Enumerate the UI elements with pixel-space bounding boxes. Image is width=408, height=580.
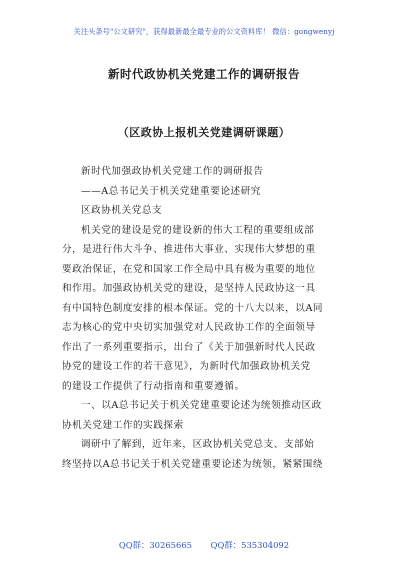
body-line: 的建设工作提供了行动指南和重要遵循。 bbox=[62, 380, 245, 392]
body-line: 志为核心的党中央切实加强党对人民政协工作的全面领导 bbox=[62, 322, 316, 333]
document-subtitle: （区政协上报机关党建调研课题） bbox=[117, 126, 291, 139]
body-line: 新时代加强政协机关党建工作的调研报告 bbox=[81, 166, 264, 177]
document-title: 新时代政协机关党建工作的调研报告 bbox=[108, 67, 300, 81]
body-line: 协党的建设工作的若干意见》，为新时代加强政协机关党 bbox=[62, 361, 311, 372]
body-line: 要政治保证，在党和国家工作全局中具有极为重要的地位 bbox=[62, 263, 316, 275]
body-line: 调研中了解到，近年来，区政协机关党总支、支部始 bbox=[81, 439, 315, 450]
document-body bbox=[62, 162, 352, 474]
body-line: ——A总书记关于机关党建重要论述研究 bbox=[81, 185, 261, 197]
body-line: 和作用。加强政协机关党的建设，是坚持人民政协这一具 bbox=[62, 283, 316, 294]
footer-contact bbox=[0, 539, 408, 551]
header-promo-note: 关注头条号"公文研究"，获得最新最全最专业的公文资料库！ 微信：gongwenyj bbox=[73, 27, 335, 36]
body-line: 协机关党建工作的实践探索 bbox=[62, 419, 184, 431]
body-line: 区政协机关党总支 bbox=[81, 205, 163, 216]
body-line: 作出了一系列重要指示，出台了《关于加强新时代人民政 bbox=[62, 341, 316, 353]
body-line: 分，是进行伟大斗争、推进伟大事业、实现伟大梦想的重 bbox=[62, 244, 316, 255]
footer-qq-group-1: QQ群：30265665 bbox=[118, 540, 192, 550]
body-line: 机关党的建设是党的建设新的伟大工程的重要组成部 bbox=[81, 224, 315, 236]
body-line: 终坚持以A总书记关于机关党建重要论述为统领，紧紧围绕 bbox=[62, 458, 324, 470]
body-line: 一、以A总书记关于机关党建重要论述为统领推动区政 bbox=[81, 400, 322, 411]
body-line: 有中国特色制度安排的根本保证。党的十八大以来，以A同 bbox=[62, 302, 324, 314]
footer-qq-group-2: QQ群：535304092 bbox=[210, 540, 290, 550]
